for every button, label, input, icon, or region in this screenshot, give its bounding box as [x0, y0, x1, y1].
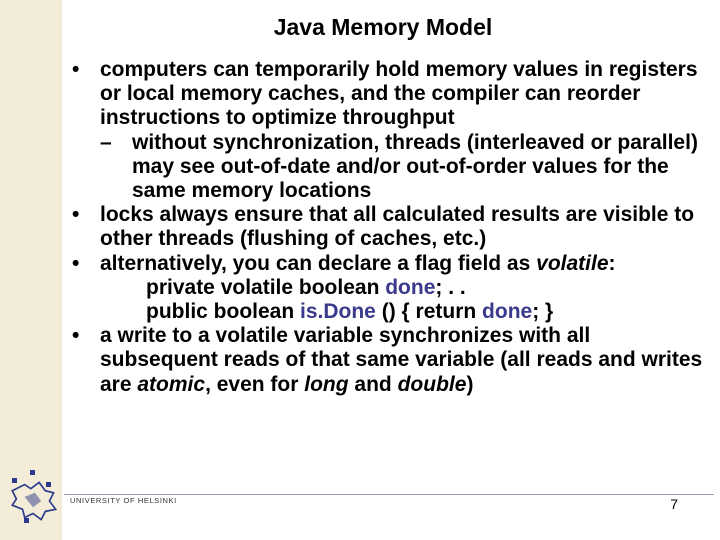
bullet-text: locks always ensure that all calculated results are visible to other threads (flushing of caches, etc.) — [100, 203, 695, 251]
bullet-item — [72, 58, 712, 131]
footer-divider — [64, 494, 714, 495]
code-line — [72, 300, 712, 324]
bullet-text: and — [348, 372, 398, 396]
code-text: ; } — [532, 300, 554, 324]
page-number: 7 — [670, 496, 678, 512]
sub-bullet-marker: – — [100, 130, 112, 154]
bullet-item — [72, 324, 712, 397]
bullet-marker: • — [72, 324, 80, 348]
code-text: ; . . — [435, 275, 466, 299]
bullet-item — [72, 203, 712, 251]
bullet-text: ) — [466, 372, 474, 396]
university-name: UNIVERSITY OF HELSINKI — [70, 496, 177, 505]
bullet-text-italic: volatile — [536, 251, 609, 275]
bullet-text: alternatively, you can declare a flag field as — [100, 251, 537, 275]
bullet-text: computers can temporarily hold memory values in registers or local memory caches, and the compiler can reorder instructions to optimize throughput — [100, 58, 698, 130]
code-keyword: is.Done — [300, 300, 376, 324]
bullet-marker: • — [72, 203, 80, 227]
bullet-text-italic: atomic — [137, 372, 206, 396]
helsinki-logo-icon — [4, 470, 66, 528]
bullet-text-italic: long — [304, 372, 349, 396]
bullet-text: a write to a volatile variable synchronizes with all subsequent reads of that same variable (all reads and writes are — [100, 324, 703, 396]
slide-title: Java Memory Model — [273, 14, 493, 40]
bullet-marker: • — [72, 58, 80, 81]
code-line — [72, 276, 712, 300]
bullet-text: , even for — [205, 372, 305, 396]
slide-content — [72, 58, 712, 397]
code-text: private volatile boolean — [146, 275, 386, 299]
bullet-marker: • — [72, 251, 80, 275]
bullet-item — [72, 252, 712, 276]
sub-bullet-text: without synchronization, threads (interleaved or parallel) may see out-of-date and/or out-of-order values for the same memory locations — [132, 130, 698, 203]
code-keyword: done — [385, 275, 436, 299]
code-keyword: done — [482, 300, 533, 324]
sidebar-band — [0, 0, 62, 540]
bullet-text: : — [608, 251, 616, 275]
bullet-text-italic: double — [397, 372, 467, 396]
code-text: public boolean — [146, 300, 301, 324]
code-text: () { return — [375, 300, 483, 324]
sub-bullet-item — [72, 131, 712, 204]
